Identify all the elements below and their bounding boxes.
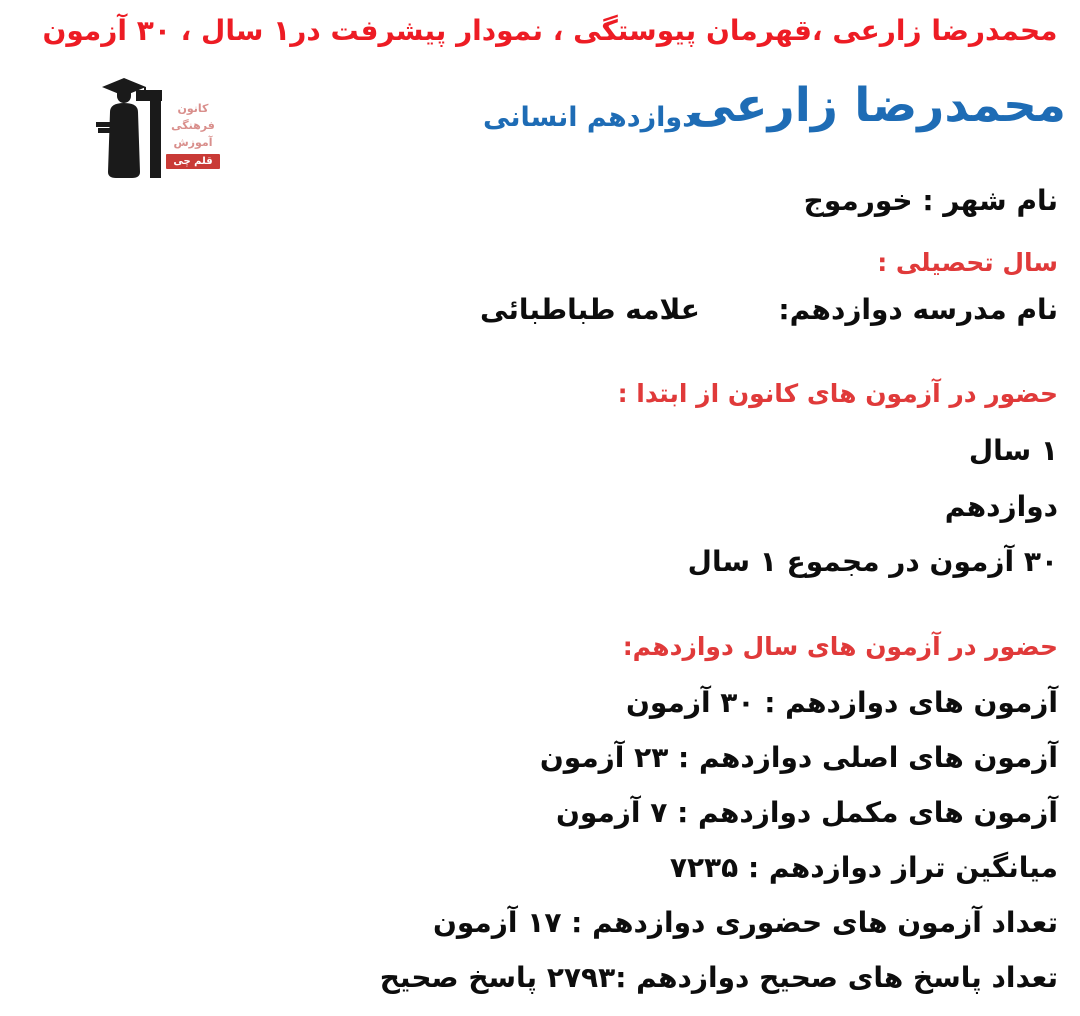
attendance-grade12-heading: حضور در آزمون های سال دوازدهم: [622, 632, 1058, 661]
stat-line-in-person-tests: تعداد آزمون های حضوری دوازدهم : ۱۷ آزمون [432, 906, 1058, 939]
attendance-grade: دوازدهم [944, 490, 1058, 523]
stat-line-tests-total: آزمون های دوازدهم : ۳۰ آزمون [626, 686, 1058, 719]
logo-org-line: فرهنگی [171, 119, 215, 132]
logo-org-line: کانون [177, 102, 209, 115]
academic-year-label: سال تحصیلی : [877, 248, 1058, 277]
logo-org-line: آموزش [173, 136, 213, 149]
kanoon-logo [88, 74, 220, 186]
kanoon-logo-text [166, 100, 220, 169]
attendance-overall-heading: حضور در آزمون های کانون از ابتدا : [617, 379, 1058, 408]
city-line: نام شهر : خورموج [803, 184, 1058, 217]
logo-brand-badge: قلم چی [166, 154, 220, 169]
page-title: محمدرضا زارعی ،قهرمان پیوستگی ، نمودار پیشرفت در۱ سال ، ۳۰ آزمون [42, 14, 1058, 47]
attendance-total: ۳۰ آزمون در مجموع ۱ سال [687, 545, 1058, 578]
attendance-years: ۱ سال [968, 434, 1058, 467]
grade-field-label: دوازدهم انسانی [483, 102, 697, 133]
school-label: نام مدرسه دوازدهم: [778, 293, 1058, 326]
school-name: علامه طباطبائی [480, 293, 700, 326]
student-name: محمدرضا زارعی [688, 78, 1066, 133]
stat-line-correct-answers: تعداد پاسخ های صحیح دوازدهم :۲۷۹۳ پاسخ صحیح [379, 961, 1058, 994]
stat-line-average-score: میانگین تراز دوازدهم : ۷۲۳۵ [669, 851, 1058, 884]
stat-line-supplementary-tests: آزمون های مکمل دوازدهم : ۷ آزمون [555, 796, 1058, 829]
stat-line-main-tests: آزمون های اصلی دوازدهم : ۲۳ آزمون [539, 741, 1058, 774]
